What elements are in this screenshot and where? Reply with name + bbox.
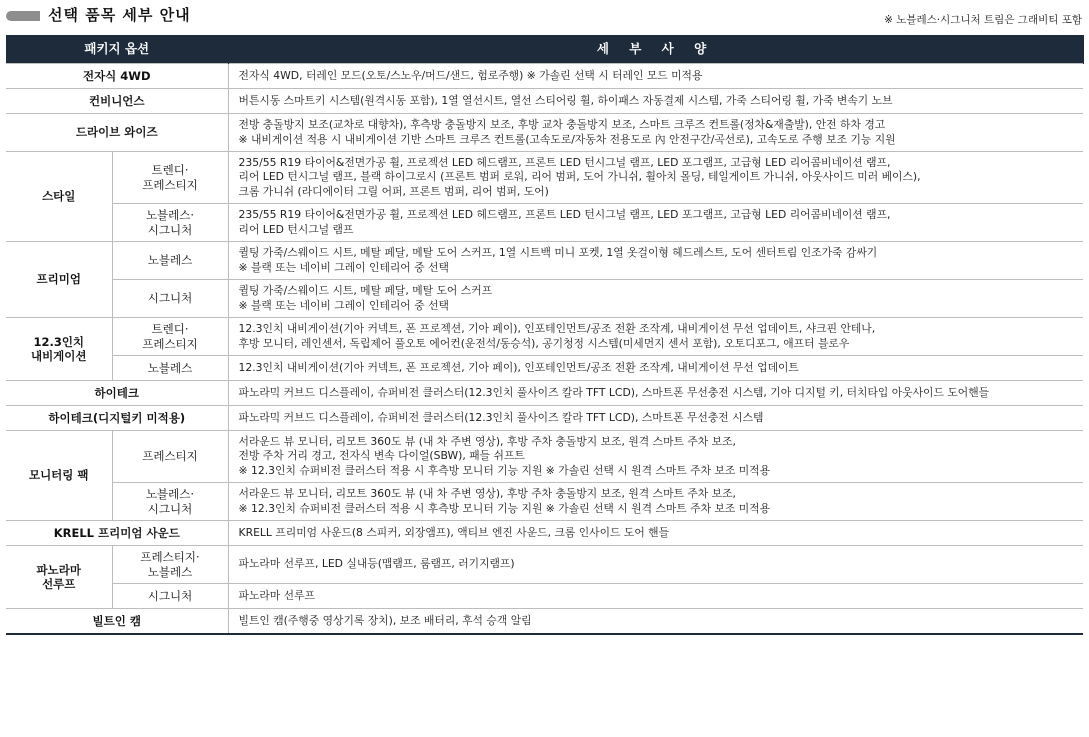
detail-line: 파노라믹 커브드 디스플레이, 슈퍼비전 클러스터(12.3인치 풀사이즈 칼라 TFT LCD), 스마트폰 무선충전 시스템 — [238, 410, 764, 424]
label-line: 프레스티지 — [142, 336, 198, 351]
detail-line: 파노라마 선루프 — [238, 588, 315, 602]
table-row — [6, 609, 1083, 634]
section-header — [0, 0, 1089, 34]
option-name — [6, 521, 228, 546]
detail-line: 235/55 R19 타이어&전면가공 휠, 프로젝션 LED 헤드램프, 프론트 LED 턴시그널 램프, LED 포그램프, 고급형 LED 리어콤비네이션 램프, — [238, 155, 891, 169]
option-name — [6, 609, 228, 634]
option-name — [6, 381, 228, 406]
label-line: 파노라마 — [36, 562, 81, 577]
table-row — [6, 114, 1083, 152]
label-line: 전자식 4WD — [82, 68, 151, 83]
option-group-name — [6, 318, 112, 381]
label-line: 트렌디· — [151, 163, 189, 177]
label-line: 프레스티지 — [142, 449, 198, 464]
detail-line: 서라운드 뷰 모니터, 리모트 360도 뷰 (내 차 주변 영상), 후방 주차 충돌방지 보조, 원격 스마트 주차 보조, — [238, 487, 736, 500]
option-detail — [228, 546, 1083, 584]
label-line: 시그니처 — [147, 222, 193, 237]
option-group-name — [6, 242, 112, 318]
option-detail — [228, 381, 1083, 406]
option-spec-table — [6, 35, 1084, 635]
option-name — [6, 406, 228, 431]
table-row — [6, 406, 1083, 431]
detail-line: 퀼팅 가죽/스웨이드 시트, 메탈 페달, 메탈 도어 스커프 — [238, 284, 493, 297]
detail-line: 전자식 4WD, 터레인 모드(오토/스노우/머드/샌드, 험로주행) ※ 가솔린 선택 시 터레인 모드 미적용 — [238, 68, 703, 82]
detail-line: 12.3인치 내비게이션(기아 커넥트, 폰 프로젝션, 기아 페이), 인포테인먼트/공조 전환 조작계, 내비게이션 무선 업데이트 — [238, 360, 799, 374]
option-group-name — [6, 546, 112, 609]
option-detail — [228, 114, 1083, 152]
column-header-option: 패키지 옵션 — [6, 35, 228, 64]
table-row — [6, 546, 1083, 584]
option-detail — [228, 204, 1083, 242]
label-line: 시그니처 — [147, 588, 193, 603]
table-row — [6, 318, 1083, 356]
trim-name — [112, 318, 228, 356]
table-row — [6, 483, 1083, 521]
option-name — [6, 64, 228, 89]
detail-line: 버튼시동 스마트키 시스템(원격시동 포함), 1열 열선시트, 열선 스티어링 휠, 하이패스 자동결제 시스템, 가죽 스티어링 휠, 가죽 변속기 노브 — [238, 93, 893, 107]
section-title: 선택 품목 세부 안내 — [48, 6, 191, 24]
label-line: KRELL 프리미엄 사운드 — [53, 525, 180, 540]
trim-name — [112, 356, 228, 381]
table-row — [6, 431, 1083, 483]
detail-line: 전방 주차 거리 경고, 전자식 변속 다이얼(SBW), 패들 쉬프트 — [238, 449, 525, 463]
option-detail — [228, 406, 1083, 431]
option-name — [6, 114, 228, 152]
label-line: 노블레스 — [147, 360, 193, 375]
trim-name — [112, 280, 228, 318]
option-detail — [228, 584, 1083, 609]
table-header-row — [6, 35, 1083, 64]
trim-name — [112, 204, 228, 242]
table-row — [6, 152, 1083, 204]
table-row — [6, 584, 1083, 609]
trim-name — [112, 584, 228, 609]
detail-line: 서라운드 뷰 모니터, 리모트 360도 뷰 (내 차 주변 영상), 후방 주차 충돌방지 보조, 원격 스마트 주차 보조, — [238, 434, 736, 448]
option-detail — [228, 356, 1083, 381]
option-detail — [228, 431, 1083, 483]
label-line: 하이테크(디지털키 미적용) — [48, 410, 186, 425]
detail-line: 리어 LED 턴시그널 램프 — [238, 222, 354, 236]
label-line: 노블레스 — [147, 564, 193, 579]
detail-line: ※ 12.3인치 슈퍼비전 클러스터 적용 시 후측방 모니터 기능 지원 ※ 가솔린 선택 시 원격 스마트 주차 보조 미적용 — [238, 463, 771, 477]
label-line: 노블레스 — [147, 253, 193, 268]
label-line: 노블레스· — [145, 487, 195, 501]
detail-line: KRELL 프리미엄 사운드(8 스피커, 외장앰프), 액티브 엔진 사운드, 크롬 인사이드 도어 핸들 — [238, 525, 670, 539]
label-line: 시그니처 — [147, 501, 193, 516]
detail-line: 퀼팅 가죽/스웨이드 시트, 메탈 페달, 메탈 도어 스커프, 1열 시트백 미니 포켓, 1열 옷걸이형 헤드레스트, 도어 센터트림 인조가죽 감싸기 — [238, 246, 878, 259]
label-line: 스타일 — [42, 189, 76, 204]
label-line: 트렌디· — [151, 322, 189, 336]
label-line: 프레스티지 — [142, 177, 198, 192]
label-line: 하이테크 — [94, 385, 139, 400]
column-header-detail: 세 부 사 양 — [228, 35, 1083, 64]
option-detail — [228, 64, 1083, 89]
table-row — [6, 204, 1083, 242]
header-bar-icon — [6, 11, 40, 21]
label-line: 시그니처 — [147, 291, 193, 306]
table-row — [6, 89, 1083, 114]
label-line: 빌트인 캠 — [92, 613, 141, 628]
option-group-name — [6, 431, 112, 521]
table-row — [6, 356, 1083, 381]
trim-note: ※ 노블레스·시그니처 트림은 그래비티 포함 — [884, 14, 1082, 26]
detail-line: 12.3인치 내비게이션(기아 커넥트, 폰 프로젝션, 기아 페이), 인포테인먼트/공조 전환 조작계, 내비게이션 무선 업데이트, 샤크핀 안테나, — [238, 322, 876, 335]
detail-line: ※ 내비게이션 적용 시 내비게이션 기반 스마트 크루즈 컨트롤(고속도로/자동차 전용도로 內 안전구간/곡선로), 고속도로 주행 보조 기능 지원 — [238, 132, 896, 146]
table-row — [6, 64, 1083, 89]
detail-line: ※ 12.3인치 슈퍼비전 클러스터 적용 시 후측방 모니터 기능 지원 ※ 가솔린 선택 시 원격 스마트 주차 보조 미적용 — [238, 501, 771, 515]
table-row — [6, 242, 1083, 280]
label-line: 드라이브 와이즈 — [75, 125, 158, 140]
option-group-name — [6, 152, 112, 242]
trim-name — [112, 483, 228, 521]
trim-name — [112, 546, 228, 584]
detail-line: 크롬 가니쉬 (라디에이터 그릴 어퍼, 프론트 범퍼, 리어 범퍼, 도어) — [238, 184, 549, 198]
detail-line: 후방 모니터, 레인센서, 독립제어 풀오토 에어컨(운전석/동승석), 공기청정 시스템(미세먼지 센서 포함), 오토디포그, 애프터 블로우 — [238, 336, 850, 350]
label-line: 프레스티지· — [140, 550, 200, 564]
label-line: 프리미엄 — [36, 272, 81, 287]
option-detail — [228, 521, 1083, 546]
table-row — [6, 280, 1083, 318]
detail-line: 리어 LED 턴시그널 램프, 블랙 하이그로시 (프론트 범퍼 로워, 리어 범퍼, 도어 가니쉬, 휠아치 몰딩, 테일게이트 가니쉬, 아웃사이드 미러 베이스), — [238, 170, 921, 184]
option-detail — [228, 483, 1083, 521]
label-line: 노블레스· — [145, 208, 195, 222]
label-line: 내비게이션 — [30, 349, 87, 363]
label-line: 모니터링 팩 — [28, 468, 89, 483]
detail-line: 파노라마 선루프, LED 실내등(맵램프, 룸램프, 러기지램프) — [238, 557, 515, 571]
option-detail — [228, 318, 1083, 356]
table-row — [6, 381, 1083, 406]
label-line: 12.3인치 — [33, 334, 85, 349]
option-detail — [228, 280, 1083, 318]
trim-name — [112, 242, 228, 280]
option-detail — [228, 242, 1083, 280]
trim-name — [112, 152, 228, 204]
trim-name — [112, 431, 228, 483]
option-detail — [228, 89, 1083, 114]
label-line: 선루프 — [42, 577, 76, 591]
detail-line: 235/55 R19 타이어&전면가공 휠, 프로젝션 LED 헤드램프, 프론트 LED 턴시그널 램프, LED 포그램프, 고급형 LED 리어콤비네이션 램프, — [238, 208, 891, 221]
detail-line: 빌트인 캠(주행중 영상기록 장치), 보조 배터리, 후석 승객 알림 — [238, 613, 532, 627]
option-detail — [228, 152, 1083, 204]
detail-line: 전방 충돌방지 보조(교차로 대향차), 후측방 충돌방지 보조, 후방 교차 충돌방지 보조, 스마트 크루즈 컨트롤(정차&재출발), 안전 하차 경고 — [238, 118, 886, 131]
option-detail — [228, 609, 1083, 634]
option-name — [6, 89, 228, 114]
detail-line: ※ 블랙 또는 네이비 그레이 인테리어 중 선택 — [238, 298, 449, 312]
label-line: 컨비니언스 — [88, 93, 145, 108]
table-row — [6, 521, 1083, 546]
detail-line: 파노라믹 커브드 디스플레이, 슈퍼비전 클러스터(12.3인치 풀사이즈 칼라 TFT LCD), 스마트폰 무선충전 시스템, 기아 디지털 키, 터치타입 아웃사이드 도어핸들 — [238, 385, 990, 399]
detail-line: ※ 블랙 또는 네이비 그레이 인테리어 중 선택 — [238, 260, 449, 274]
